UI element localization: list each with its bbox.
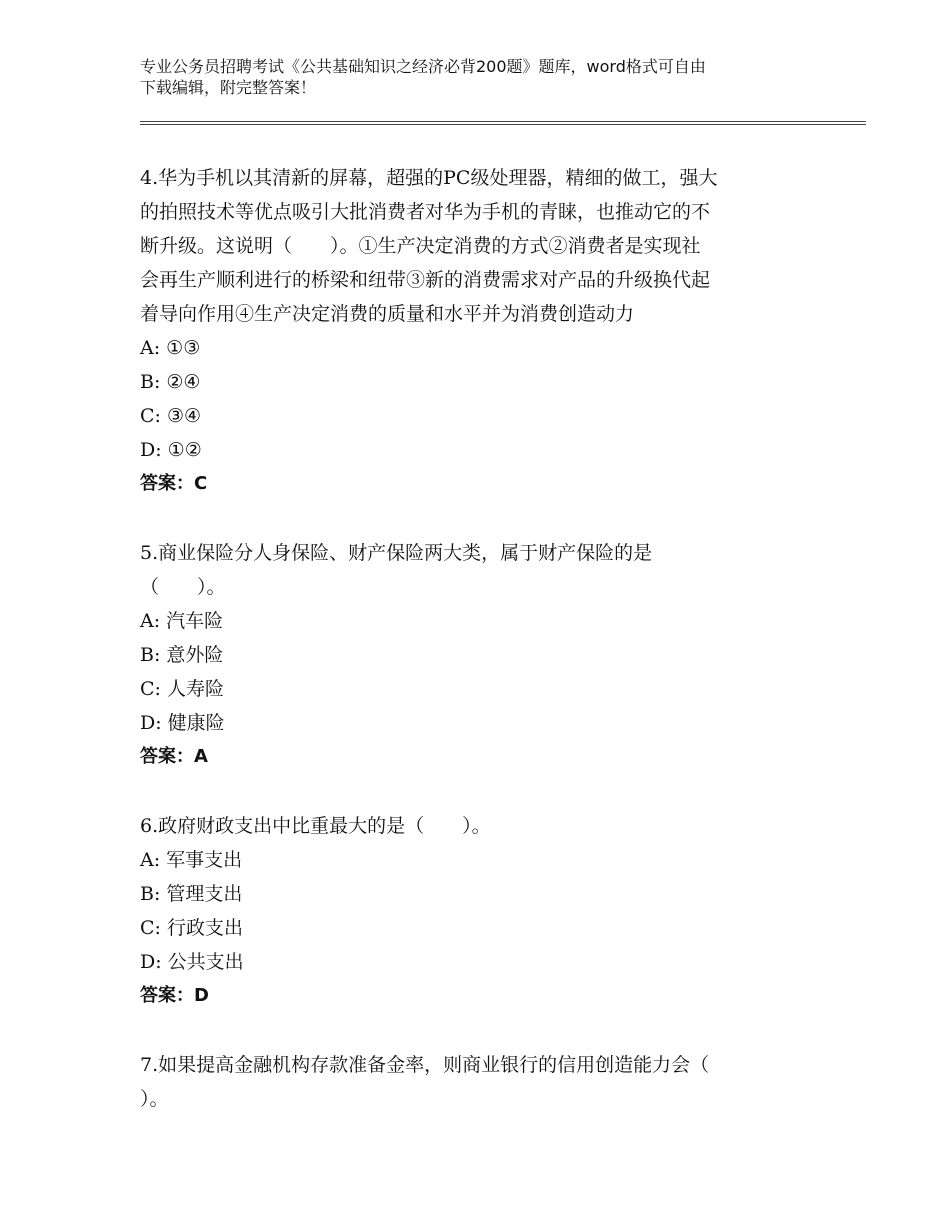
question-6	[140, 809, 808, 1013]
question-stem-line: 着导向作用④生产决定消费的质量和水平并为消费创造动力	[140, 303, 635, 325]
answer-label: 答案：D	[140, 985, 209, 1006]
question-4	[140, 161, 808, 501]
option-a: A: 汽车险	[140, 610, 224, 632]
header-divider-top	[140, 121, 866, 122]
option-d: D: ①②	[140, 439, 202, 461]
option-b: B: 意外险	[140, 644, 224, 666]
question-stem-line: 4.华为手机以其清新的屏幕，超强的PC级处理器，精细的做工，强大	[140, 167, 718, 189]
question-stem-line: （ ）。	[140, 576, 226, 598]
option-d: D: 健康险	[140, 712, 225, 734]
option-c: C: 行政支出	[140, 917, 243, 939]
option-c: C: 人寿险	[140, 678, 224, 700]
option-b: B: ②④	[140, 371, 201, 393]
header-line-2: 下载编辑，附完整答案！	[140, 78, 317, 97]
question-5	[140, 536, 808, 774]
question-stem-line: 7.如果提高金融机构存款准备金率，则商业银行的信用创造能力会（	[140, 1054, 710, 1076]
question-7	[140, 1048, 808, 1116]
header-line-1: 专业公务员招聘考试《公共基础知识之经济必背200题》题库，word格式可自由	[140, 57, 706, 76]
answer-label: 答案：A	[140, 746, 208, 767]
document-header	[140, 56, 810, 98]
option-d: D: 公共支出	[140, 951, 244, 973]
question-stem-line: 5.商业保险分人身保险、财产保险两大类，属于财产保险的是	[140, 542, 653, 564]
question-stem-line: 的拍照技术等优点吸引大批消费者对华为手机的青睐，也推动它的不	[140, 201, 711, 223]
option-b: B: 管理支出	[140, 883, 243, 905]
question-stem-line: 断升级。这说明（ ）。①生产决定消费的方式②消费者是实现社	[140, 235, 701, 257]
question-stem-line: ）。	[140, 1088, 169, 1110]
option-a: A: ①③	[140, 337, 201, 359]
header-divider-bottom	[140, 124, 866, 125]
question-stem-line: 会再生产顺利进行的桥梁和纽带③新的消费需求对产品的升级换代起	[140, 269, 711, 291]
question-stem-line: 6.政府财政支出中比重最大的是（ ）。	[140, 815, 491, 837]
option-c: C: ③④	[140, 405, 202, 427]
option-a: A: 军事支出	[140, 849, 243, 871]
answer-label: 答案：C	[140, 473, 208, 494]
